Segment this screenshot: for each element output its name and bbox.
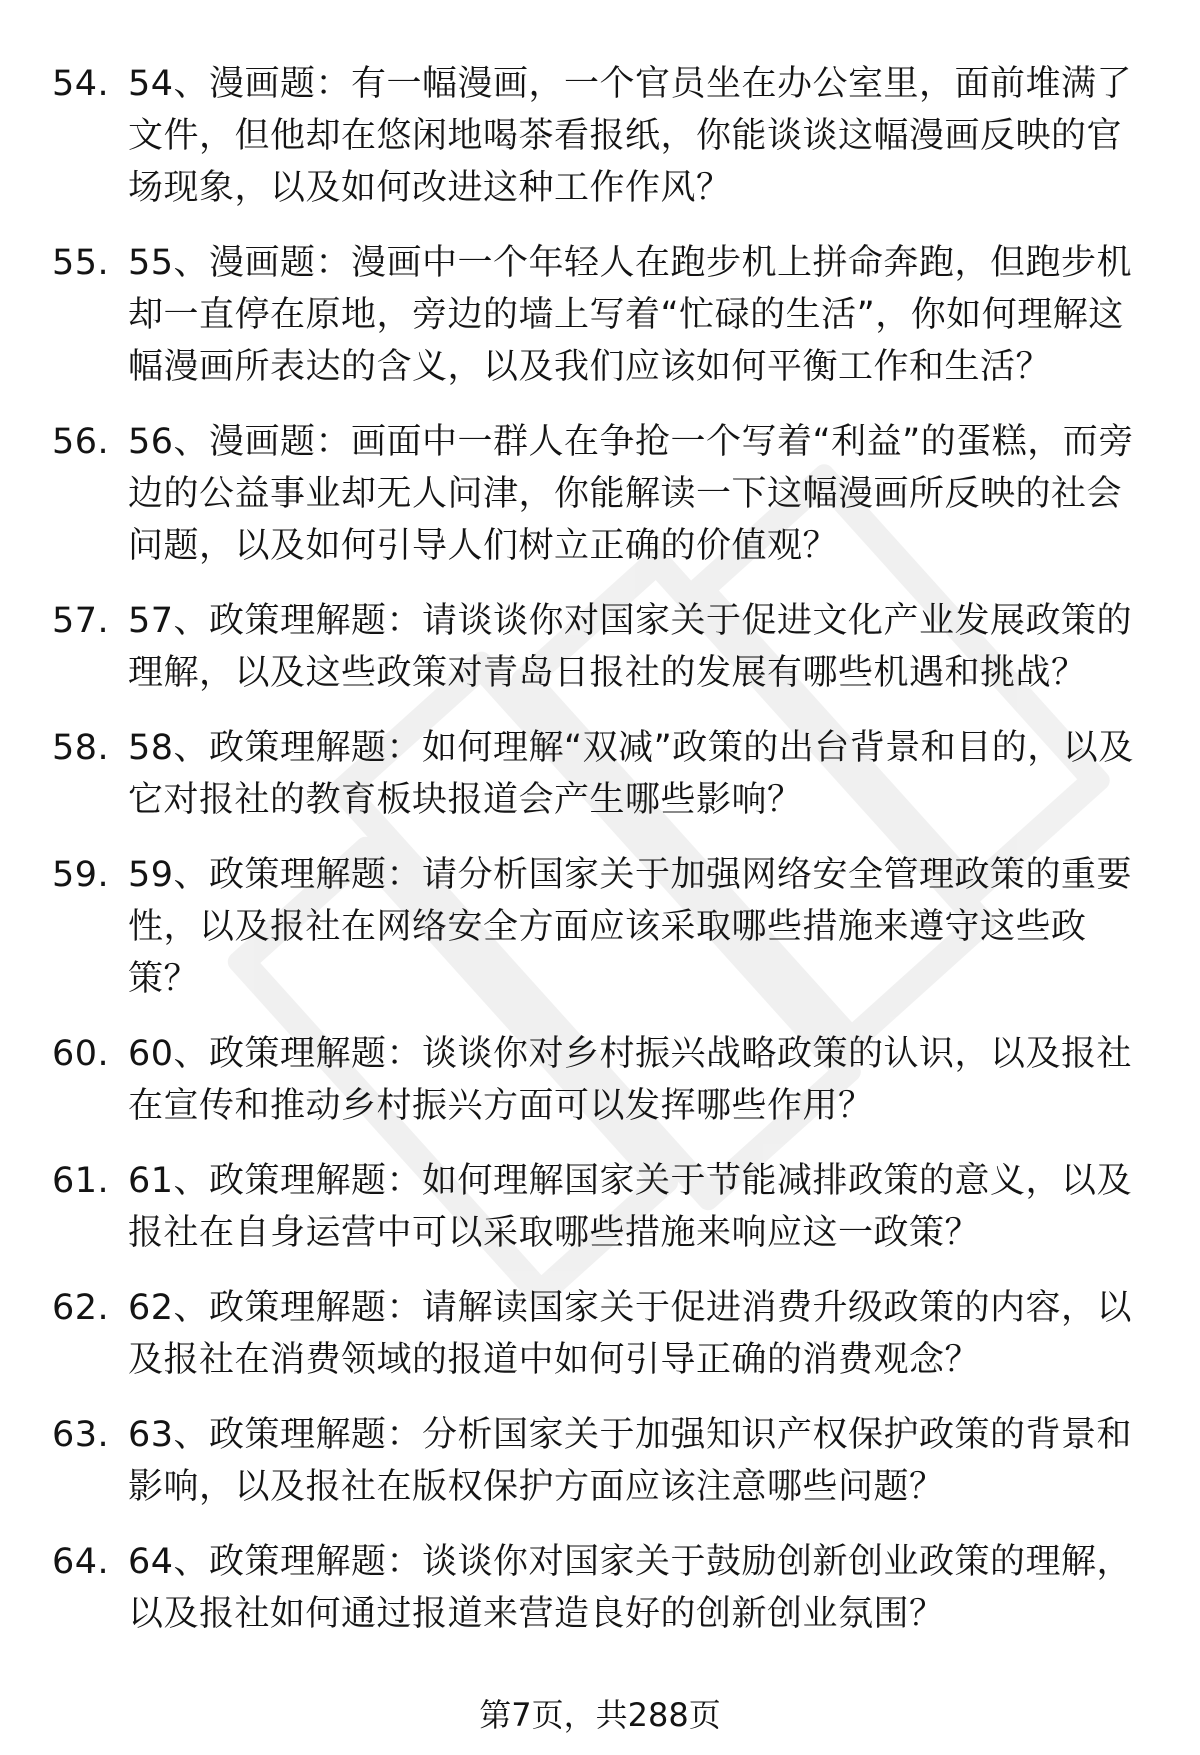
question-text: 64、政策理解题：谈谈你对国家关于鼓励创新创业政策的理解，以及报社如何通过报道来营造良好的创新创业氛围？: [128, 1542, 1133, 1634]
question-number: 58.: [52, 728, 110, 768]
question-item: [0, 1536, 1200, 1640]
question-number: 57.: [52, 601, 110, 641]
question-item: [0, 58, 1200, 214]
page-footer: 第7页，共288页: [479, 1696, 721, 1734]
question-number: 54.: [52, 64, 110, 104]
question-text: 59、政策理解题：请分析国家关于加强网络安全管理政策的重要性，以及报社在网络安全方面应该采取哪些措施来遵守这些政策？: [128, 855, 1133, 999]
question-text: 62、政策理解题：请解读国家关于促进消费升级政策的内容，以及报社在消费领域的报道中如何引导正确的消费观念？: [128, 1288, 1133, 1380]
question-number: 60.: [52, 1034, 110, 1074]
question-text: 54、漫画题：有一幅漫画，一个官员坐在办公室里，面前堆满了文件，但他却在悠闲地喝茶看报纸，你能谈谈这幅漫画反映的官场现象，以及如何改进这种工作作风？: [128, 64, 1133, 208]
question-item: [0, 849, 1200, 1005]
question-number: 63.: [52, 1415, 110, 1455]
question-number: 59.: [52, 855, 110, 895]
question-item: [0, 237, 1200, 393]
question-item: [0, 1282, 1200, 1386]
question-item: [0, 416, 1200, 572]
question-number: 56.: [52, 422, 110, 462]
question-number: 64.: [52, 1542, 110, 1582]
question-item: [0, 1028, 1200, 1132]
question-item: [0, 1155, 1200, 1259]
question-number: 62.: [52, 1288, 110, 1328]
question-text: 55、漫画题：漫画中一个年轻人在跑步机上拼命奔跑，但跑步机却一直停在原地，旁边的墙上写着“忙碌的生活”，你如何理解这幅漫画所表达的含义，以及我们应该如何平衡工作和生活？: [128, 243, 1133, 387]
question-text: 60、政策理解题：谈谈你对乡村振兴战略政策的认识，以及报社在宣传和推动乡村振兴方面可以发挥哪些作用？: [128, 1034, 1133, 1126]
question-number: 55.: [52, 243, 110, 283]
question-text: 63、政策理解题：分析国家关于加强知识产权保护政策的背景和影响，以及报社在版权保护方面应该注意哪些问题？: [128, 1415, 1133, 1507]
question-text: 56、漫画题：画面中一群人在争抢一个写着“利益”的蛋糕，而旁边的公益事业却无人问津，你能解读一下这幅漫画所反映的社会问题，以及如何引导人们树立正确的价值观？: [128, 422, 1134, 566]
question-number: 61.: [52, 1161, 110, 1201]
question-list: [0, 58, 1200, 1663]
question-item: [0, 722, 1200, 826]
question-item: [0, 1409, 1200, 1513]
question-text: 61、政策理解题：如何理解国家关于节能减排政策的意义，以及报社在自身运营中可以采取哪些措施来响应这一政策？: [128, 1161, 1133, 1253]
question-text: 58、政策理解题：如何理解“双减”政策的出台背景和目的，以及它对报社的教育板块报道会产生哪些影响？: [128, 728, 1134, 820]
question-text: 57、政策理解题：请谈谈你对国家关于促进文化产业发展政策的理解，以及这些政策对青岛日报社的发展有哪些机遇和挑战？: [128, 601, 1133, 693]
question-item: [0, 595, 1200, 699]
